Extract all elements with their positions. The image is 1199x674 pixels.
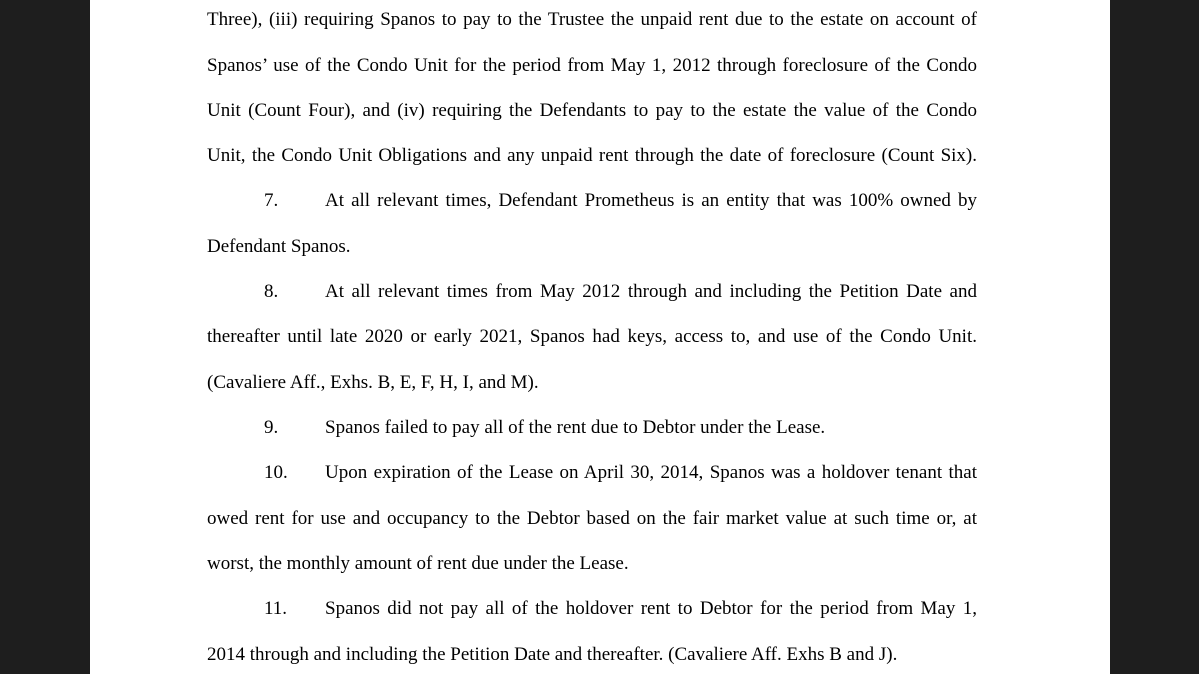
text-line: Three), (iii) requiring Spanos to pay to the Trustee the unpaid rent due to the estate on account of <box>207 9 977 30</box>
text-line: owed rent for use and occupancy to the Debtor based on the fair market value at such time or, at <box>207 508 977 529</box>
paragraph-number: 10. <box>264 462 288 483</box>
paragraph-text: Spanos did not pay all of the holdover rent to Debtor for the period from May 1, <box>325 598 977 619</box>
paragraph-7-first-line <box>207 187 977 215</box>
paragraph-10-first-line <box>207 459 977 487</box>
text-line: Defendant Spanos. <box>207 236 351 257</box>
text-line: Spanos’ use of the Condo Unit for the period from May 1, 2012 through foreclosure of the Condo <box>207 55 977 76</box>
paragraph-text: At all relevant times, Defendant Prometheus is an entity that was 100% owned by <box>325 190 977 211</box>
paragraph-text: Upon expiration of the Lease on April 30, 2014, Spanos was a holdover tenant that <box>325 462 977 483</box>
paragraph-number: 11. <box>264 598 288 619</box>
text-line: Unit (Count Four), and (iv) requiring the Defendants to pay to the estate the value of the Condo <box>207 100 977 121</box>
paragraph-number: 7. <box>264 190 279 211</box>
paragraph-9-first-line <box>207 414 977 442</box>
text-line: thereafter until late 2020 or early 2021, Spanos had keys, access to, and use of the Condo Unit. <box>207 326 977 347</box>
paragraph-number: 8. <box>264 281 279 302</box>
text-line: 2014 through and including the Petition Date and thereafter. (Cavaliere Aff. Exhs B and J). <box>207 644 898 665</box>
text-line: (Cavaliere Aff., Exhs. B, E, F, H, I, and M). <box>207 372 539 393</box>
text-line: worst, the monthly amount of rent due under the Lease. <box>207 553 629 574</box>
paragraph-text: Spanos failed to pay all of the rent due to Debtor under the Lease. <box>325 417 826 438</box>
paragraph-11-first-line <box>207 595 977 623</box>
paragraph-8-first-line <box>207 278 977 306</box>
text-line: Unit, the Condo Unit Obligations and any unpaid rent through the date of foreclosure (Count Six). <box>207 145 977 166</box>
paragraph-number: 9. <box>264 417 279 438</box>
paragraph-text: At all relevant times from May 2012 through and including the Petition Date and <box>325 281 977 302</box>
document-page <box>90 0 1110 674</box>
